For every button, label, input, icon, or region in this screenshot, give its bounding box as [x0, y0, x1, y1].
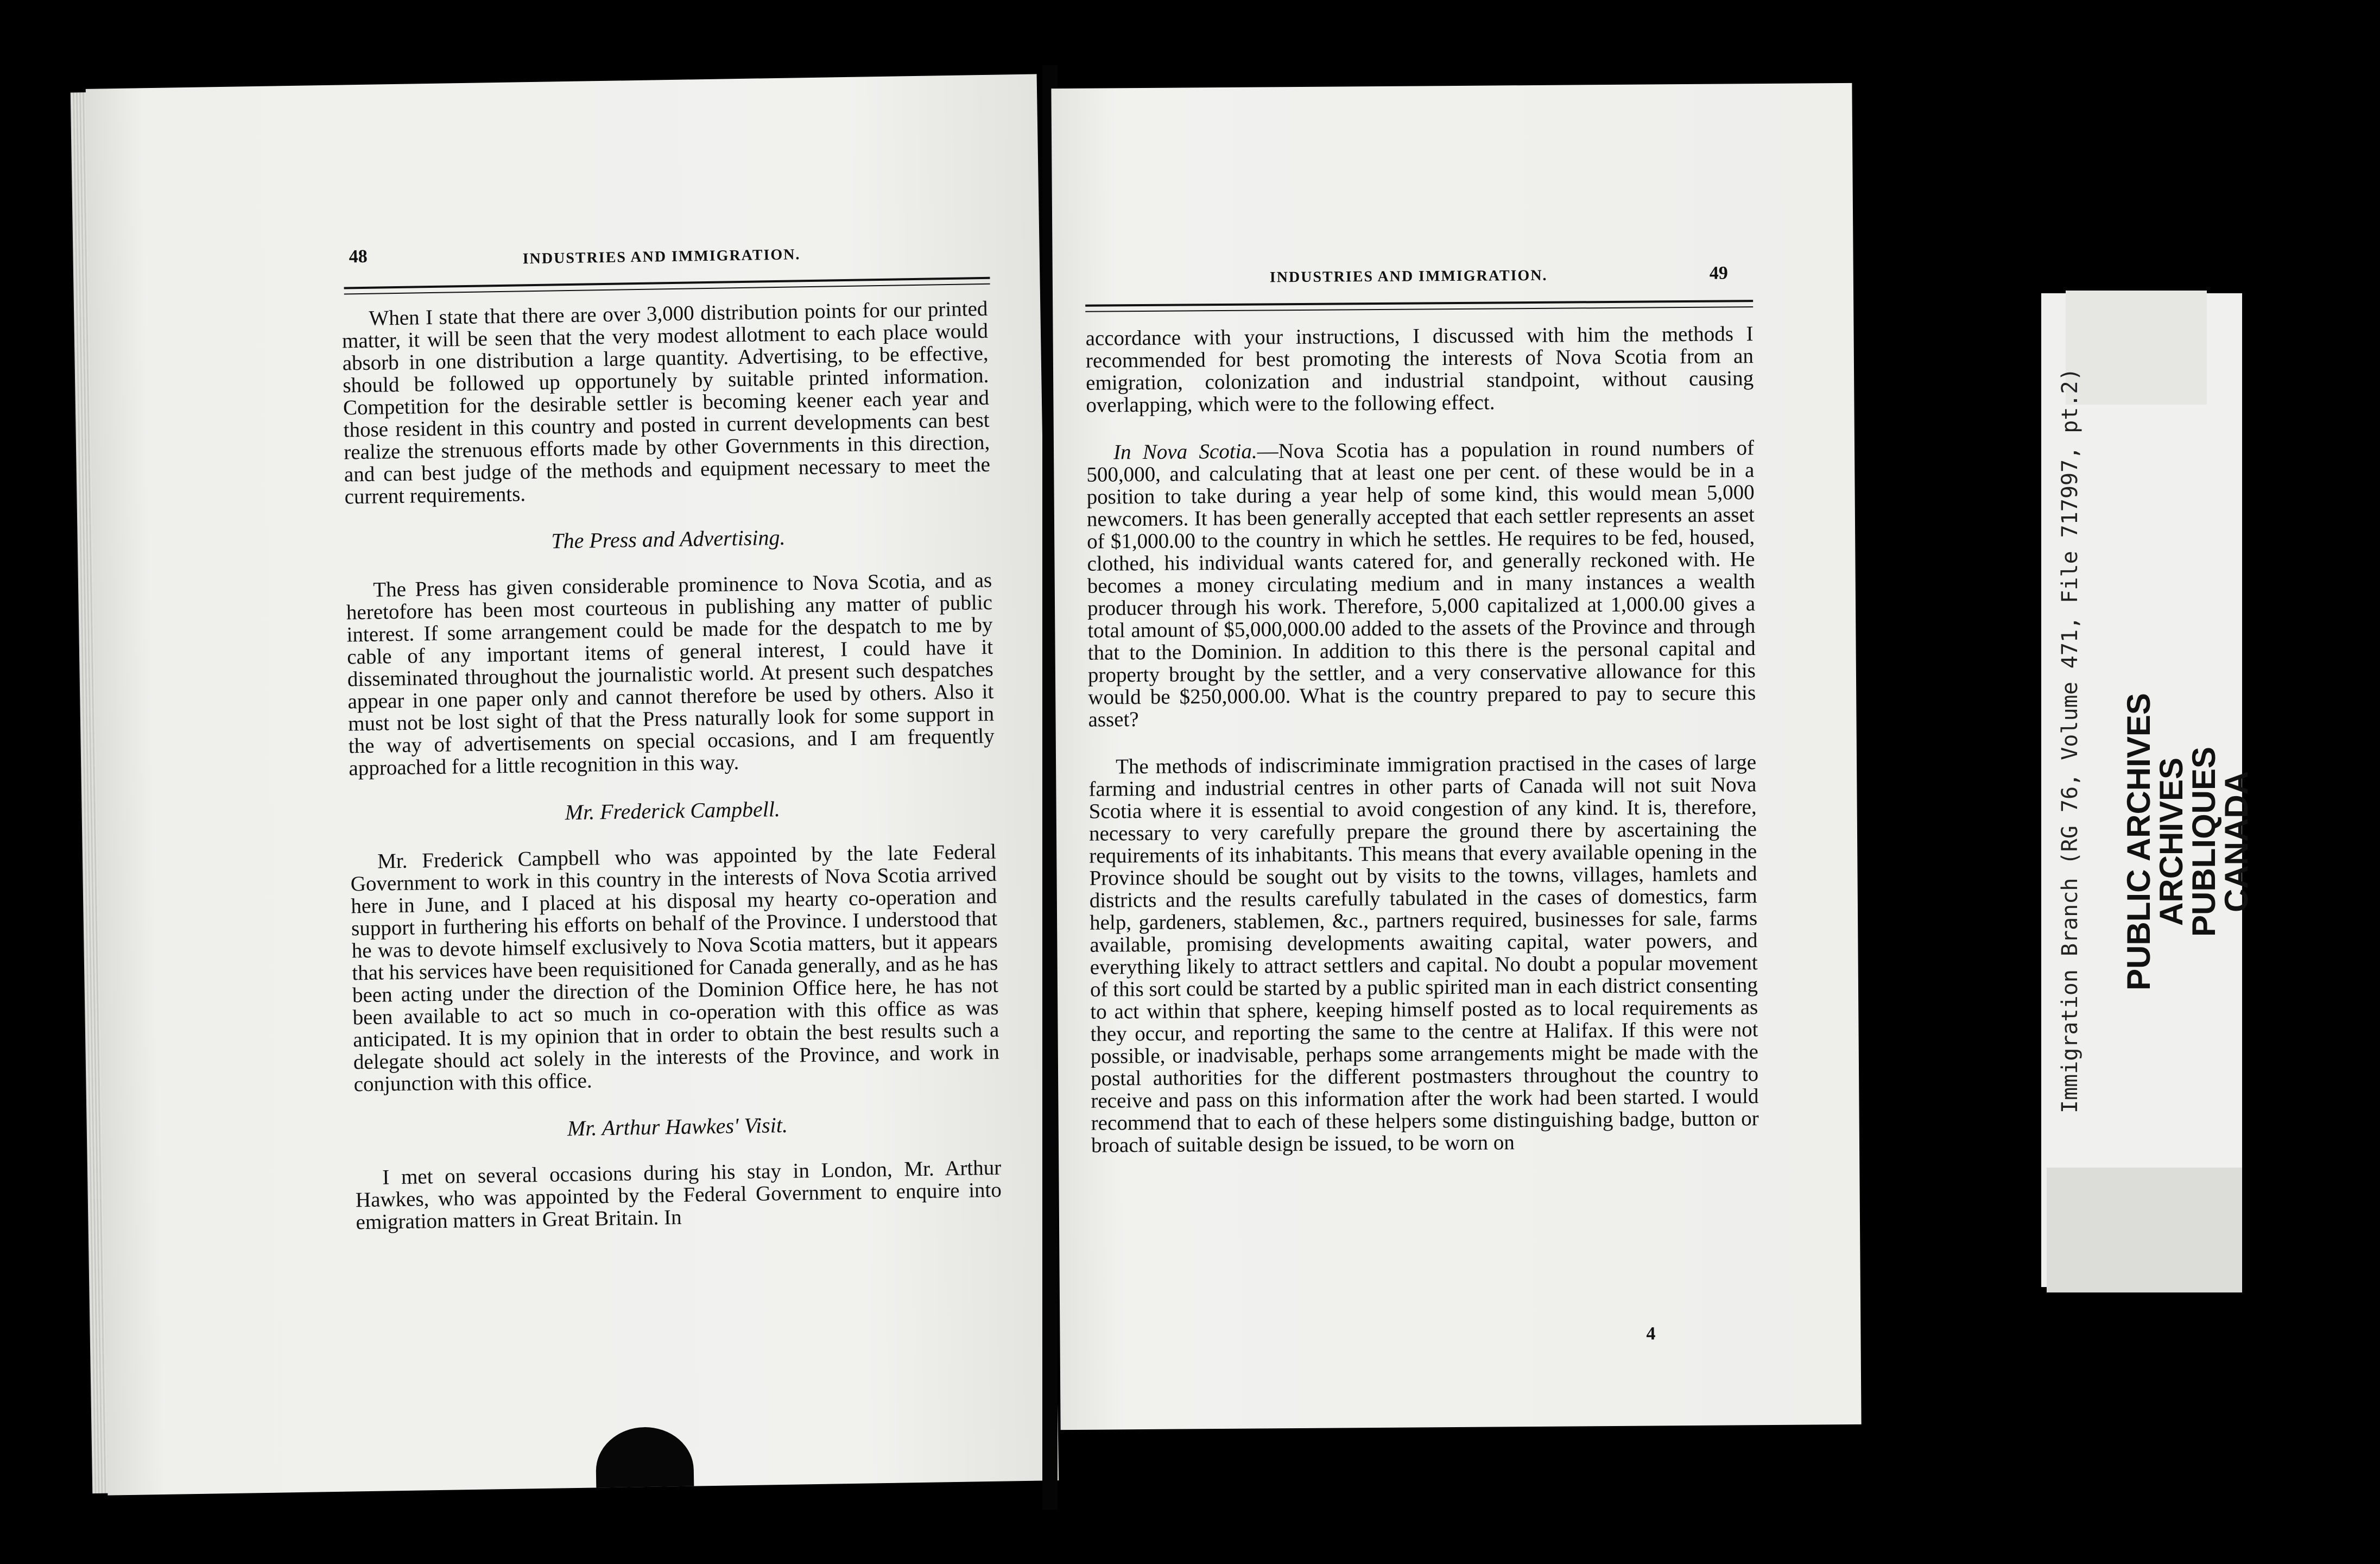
archive-name [2123, 690, 2253, 994]
paragraph: Mr. Frederick Campbell who was appointed by the late Federal Government to work in this country in the interests of Nova Scotia arrived here in June, and I placed at his disposal my hearty co-operation and support in furthering his efforts on behalf of the Province. I understood that he was to devote himself exclusively to Nova Scotia matters, but it appears that his services have been requisitioned for Canada generally, and as he has been acting under the direction of the Dominion Office here, he has not been available to act so much in co-operation with this office as was anticipated. It is my opinion that in order to obtain the best results such a delegate should act solely in the interests of the Province, and work in conjunction with this office. [350, 840, 1000, 1096]
left-page [86, 74, 1059, 1495]
header-rule [344, 277, 990, 289]
right-page [1051, 83, 1861, 1430]
header-rule [1085, 300, 1753, 307]
running-head: INDUSTRIES AND IMMIGRATION. [522, 246, 801, 268]
archive-label-tab [2066, 291, 2207, 405]
paragraph: accordance with your instructions, I discussed with him the methods I recommended for best promoting the interests of Nova Scotia from an emigration, colonization and industrial standpoint, without causing overlapping, which were to the following effect. [1085, 322, 1754, 417]
paragraph: The methods of indiscriminate immigration practised in the cases of large farming and industrial centres in other parts of Canada will not suit Nova Scotia where it is essential to avoid congestion of any kind. It is, therefore, necessary to very carefully prepare the ground there by ascertaining the requirements of its inhabitants. This means that every available opening in the Province should be sought out by visits to the towns, villages, hamlets and districts and the results carefully tabulated in the cases of domestics, farm help, gardeners, stablemen, &c., partners required, businesses for sale, farms available, promising developments awaiting capital, water powers, and everything likely to attract settlers and capital. No doubt a popular movement of this sort could be started by a public spirited man in each district consenting to act within that sphere, keeping himself posted as to local requirements as they occur, and reporting the same to the centre at Halifax. If this were not possible, or inadvisable, perhaps some arrangements might be made with the postal authorities for the different postmasters throughout the country to receive and pass on this information after the work had been started. I would recommend that to each of these helpers some distinguishing badge, button or broach of suitable design be issued, to be worn on [1088, 751, 1759, 1157]
running-head: INDUSTRIES AND IMMIGRATION. [1269, 267, 1548, 286]
signature-mark: 4 [1646, 1323, 1656, 1344]
left-text-column [341, 298, 1002, 1233]
paragraph-lead: In Nova Scotia. [1113, 439, 1257, 464]
paragraph: When I state that there are over 3,000 distribution points for our printed matter, it will be seen that the very modest allotment to each place would absorb in one distribution a large quantity. Advertising, to be effective, should be followed up opportunely by suitable printed information. Competition for the desirable settler is becoming keener each year and those resident in this country and posted in current developments can best realize the strenuous efforts made by other Governments in this direction, and can best judge of the methods and equipment necessary to meet the current requirements. [341, 297, 991, 509]
archive-reference: Immigration Branch (RG 76, Volume 471, File 717997, pt.2) [2058, 368, 2082, 1113]
archive-label-tab [2047, 1168, 2242, 1292]
section-heading: Mr. Frederick Campbell. [565, 796, 781, 825]
paragraph [1086, 437, 1756, 731]
archive-label-text [2041, 368, 2255, 1113]
page-damage [596, 1427, 694, 1496]
archive-name-line: CANADA [2218, 771, 2255, 912]
page-number: 48 [349, 246, 368, 267]
paragraph: I met on several occasions during his stay in London, Mr. Arthur Hawkes, who was appointed by the Federal Government to enquire into emigration matters in Great Britain. In [355, 1156, 1002, 1234]
paragraph-body: —Nova Scotia has a population in round numbers of 500,000, and calculating that at least one per cent. of these would be in a position to take during a year help of some kind, this would mean 5,000 newcomers. It has been generally accepted that each settler represents an asset of $1,000.00 to the country in which he settles. He requires to be fed, housed, clothed, his individual wants catered for, and generally reckoned with. He becomes a money circulating medium and in many instances a wealth producer through his work. Therefore, 5,000 capitalized at 1,000.00 gives a total amount of $5,000,000.00 added to the assets of the Province and through that to the Dominion. In addition to this there is the personal capital and property brought by the settler, and a very conservative allowance for this would be $250,000.00. What is the country prepared to pay to secure this asset? [1086, 436, 1756, 731]
section-heading: The Press and Advertising. [551, 525, 786, 553]
right-text-column [1085, 323, 1759, 1157]
archive-name-line: PUBLIC ARCHIVES [2121, 693, 2157, 991]
header-rule-thin [1085, 306, 1753, 312]
section-heading: Mr. Arthur Hawkes' Visit. [567, 1112, 788, 1141]
paragraph: The Press has given considerable prominence to Nova Scotia, and as heretofore has been most courteous in publishing any matter of public interest. If some arrangement could be made for the despatch to me by cable of any important items of general interest, I could have it disseminated throughout the journalistic world. At present such despatches appear in one paper only and cannot therefore be used by others. Also it must not be lost sight of that the Press naturally look for some support in the way of advertisements on special occasions, and I am frequently approached for a little recognition in this way. [346, 568, 995, 780]
archive-name-line: ARCHIVES PUBLIQUES [2153, 746, 2222, 937]
page-number: 49 [1709, 263, 1728, 283]
